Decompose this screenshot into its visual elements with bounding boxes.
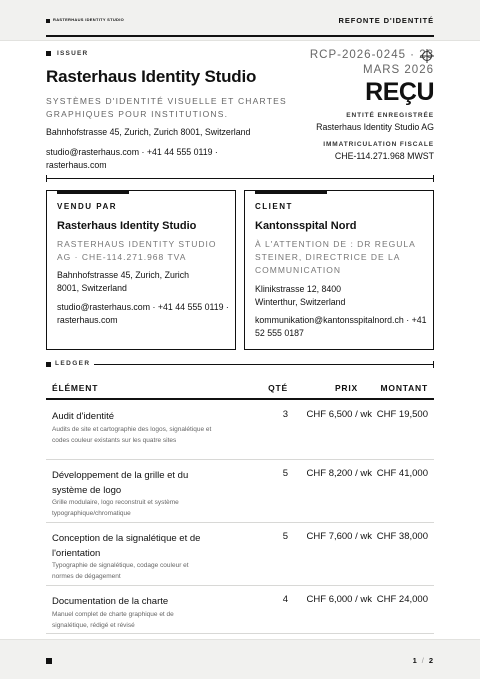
header-amount: MONTANT	[380, 383, 428, 393]
row-amount: CHF 24,000	[376, 594, 428, 605]
receipt-ref-text: RCP-2026-0245 · 23	[309, 49, 434, 61]
row-qty: 4	[282, 594, 288, 605]
ledger-heading	[46, 360, 434, 370]
tax-label: IMMATRICULATION FISCALE	[323, 141, 434, 148]
seller-contact: studio@rasterhaus.com · +41 44 555 0119 · rasterhaus.com	[57, 302, 229, 325]
square-icon	[46, 362, 51, 367]
receipt-heading: REÇU	[365, 78, 434, 106]
card-accent	[57, 190, 129, 194]
header-price: PRIX	[334, 383, 358, 393]
header-rule	[46, 35, 434, 37]
header-item: ÉLÉMENT	[52, 383, 99, 393]
row-qty: 5	[282, 468, 288, 479]
row-item-name: Audit d'identité	[52, 411, 115, 422]
client-name: Kantonsspital Nord	[255, 220, 357, 232]
page-indicator	[413, 656, 434, 665]
square-icon	[46, 51, 51, 56]
table-header	[46, 380, 434, 400]
issuer-tag	[46, 50, 88, 57]
row-item-desc: Grille modulaire, logo reconstruit et système typographique/chromatique	[52, 499, 179, 517]
row-item-name: Documentation de la charte	[52, 596, 169, 607]
document-title: REFONTE D'IDENTITÉ	[338, 16, 434, 25]
square-icon	[46, 658, 52, 664]
client-contact: kommunikation@kantonsspitalnord.ch · +41 52 555 0187	[255, 315, 427, 338]
table-row	[46, 402, 434, 460]
issuer-contact: studio@rasterhaus.com · +41 44 555 0119 · rasterhaus.com	[46, 147, 218, 170]
card-accent	[255, 190, 327, 194]
brand-name: RASTERHAUS IDENTITY STUDIO	[53, 17, 125, 22]
table-row	[46, 587, 434, 634]
seller-registration: RASTERHAUS IDENTITY STUDIO AG · CHE-114.271.968 TVA	[57, 239, 217, 262]
crosshair-icon	[420, 49, 434, 63]
seller-name: Rasterhaus Identity Studio	[57, 220, 197, 232]
entity-label: ENTITÉ ENREGISTRÉE	[346, 112, 434, 119]
header-qty: QTÉ	[268, 383, 288, 393]
row-amount: CHF 38,000	[376, 531, 428, 542]
entity-value: Rasterhaus Identity Studio AG	[316, 122, 434, 132]
section-divider	[46, 178, 434, 179]
row-item-name: Conception de la signalétique et de l'orientation	[52, 533, 201, 559]
seller-address: Bahnhofstrasse 45, Zurich, Zurich 8001, Switzerland	[57, 270, 190, 293]
ledger-rule	[94, 364, 434, 365]
issuer-tag-label: ISSUER	[57, 50, 89, 57]
row-item-name: Développement de la grille et du système de logo	[52, 470, 189, 496]
row-price: CHF 6,500 / wk	[306, 409, 372, 420]
row-price: CHF 8,200 / wk	[306, 468, 372, 479]
tax-value: CHE-114.271.968 MWST	[334, 151, 434, 161]
issuer-tagline: SYSTÈMES D'IDENTITÉ VISUELLE ET CHARTES GRAPHIQUES POUR INSTITUTIONS.	[46, 96, 287, 119]
row-item-desc: Typographie de signalétique, codage couleur et normes de dégagement	[52, 562, 189, 580]
receipt-header	[264, 48, 434, 161]
receipt-reference	[264, 48, 434, 63]
client-label: CLIENT	[255, 202, 293, 211]
row-amount: CHF 41,000	[376, 468, 428, 479]
table-row	[46, 461, 434, 523]
client-address: Klinikstrasse 12, 8400 Winterthur, Switzerland	[255, 284, 346, 307]
client-card	[244, 190, 434, 350]
row-item-desc: Manuel complet de charte graphique et de signalétique, rédigé et révisé	[52, 611, 174, 629]
row-item-desc: Audits de site et cartographie des logos, signalétique et codes couleur existants sur les quatre sites	[52, 426, 212, 444]
ledger-label: LEDGER	[55, 360, 91, 367]
page-total: 2	[428, 656, 434, 665]
seller-card	[46, 190, 236, 350]
row-qty: 5	[282, 531, 288, 542]
seller-label: VENDU PAR	[57, 202, 118, 211]
page-separator: /	[421, 656, 425, 665]
table-row	[46, 524, 434, 586]
row-amount: CHF 19,500	[376, 409, 428, 420]
receipt-date: MARS 2026	[362, 64, 434, 76]
issuer-address: Bahnhofstrasse 45, Zurich, Zurich 8001, Switzerland	[46, 127, 251, 137]
row-price: CHF 6,000 / wk	[306, 594, 372, 605]
footer-bar	[0, 639, 480, 679]
row-price: CHF 7,600 / wk	[306, 531, 372, 542]
issuer-name: Rasterhaus Identity Studio	[46, 67, 257, 86]
client-attention: À L'ATTENTION DE : DR REGULA STEINER, DIRECTRICE DE LA COMMUNICATION	[255, 239, 416, 275]
row-qty: 3	[282, 409, 288, 420]
brand-mark	[46, 19, 50, 23]
page-current: 1	[412, 656, 418, 665]
